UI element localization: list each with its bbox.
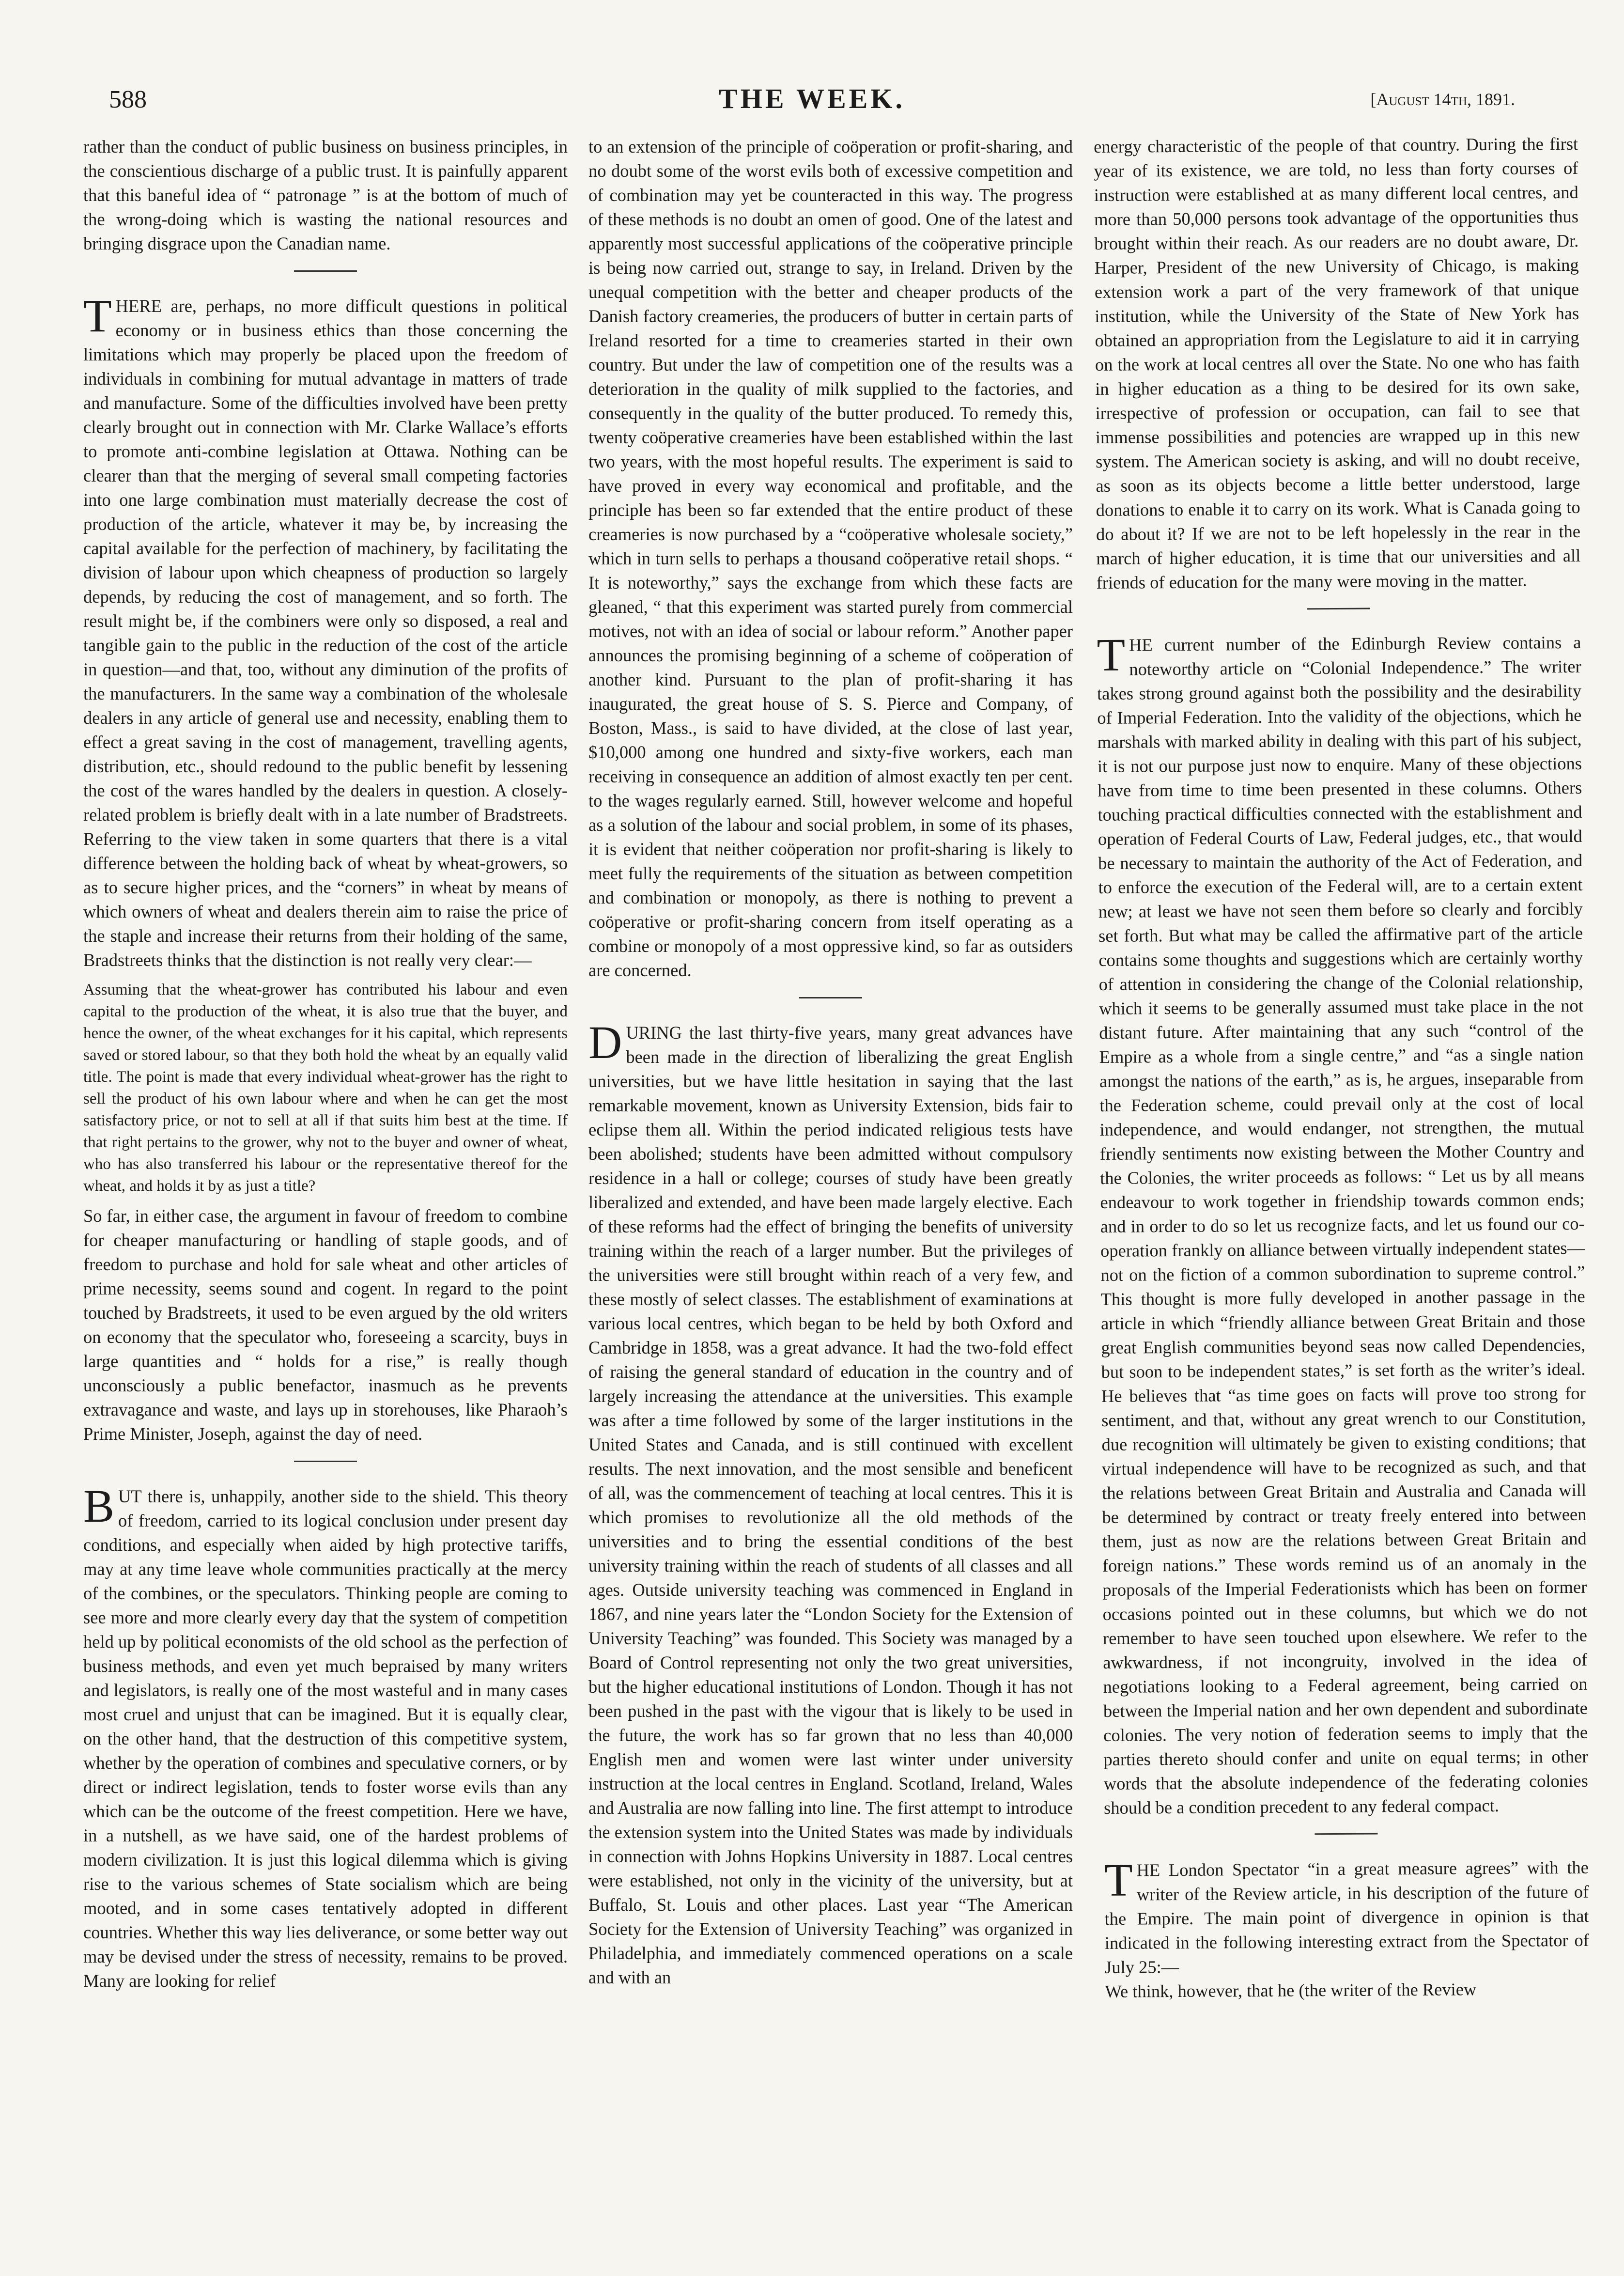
paragraph (83, 1480, 568, 1993)
paragraph (83, 290, 568, 972)
column-3 (1094, 132, 1591, 2257)
paragraph: We think, however, that he (the writer of the Review (1105, 1979, 1477, 2001)
drop-cap: B (83, 1480, 115, 1532)
drop-cap: T (83, 290, 112, 342)
paragraph-text: URING the last thirty-five years, many great advances have been made in the direction of liberalizing the great English universities, but we have little hesitation in saying that the last remarkable movement, known as University Extension, bids fair to eclipse them all. Within the period indicated religious tests have been abolished; students have been admitted without compulsory residence in a hall or college; courses of study have been greatly liberalized and extended, and have been made largely elective. Each of these reforms had the effect of bringing the benefits of university training within the reach of a larger number. But the privileges of the universities were still brought within reach of a very few, and these mostly of select classes. The establishment of examinations at various local centres, which began to be held by both Oxford and Cambridge in 1858, was a great advance. It had the two-fold effect of raising the general standard of education in the country and of largely increasing the attendance at the universities. This example was after a time followed by some of the larger institutions in the United States and Canada, and is still continued with excellent results. The next innovation, and the most sensible and beneficent of all, was the commencement of teaching at local centres. This it is which promises to revolutionize all the old methods of the universities and to bring the essential conditions of the best university training within the reach of students of all classes and all ages. Outside university teaching was commenced in England in 1867, and nine years later the “London Society for the Extension of University Teaching” was founded. This Society was managed by a Board of Control representing not only the two great universities, but the higher educational institutions of London. Though it has not been pushed in the past with the vigour that is likely to be used in the future, the work has so far grown that no less than 40,000 English men and women were last winter under university instruction at the local centres in England. Scotland, Ireland, Wales and Australia are now falling into line. The first attempt to introduce the extension system into the United States was made by individuals in connection with Johns Hopkins University in 1887. Local centres were established, not only in the vicinity of the university, but at Buffalo, St. Louis and other places. Last year “The American Society for the Extension of University Teaching” was organized in Philadelphia, and immediately commenced operations on a scale and with an (588, 1023, 1073, 1987)
paragraph (1097, 630, 1588, 1820)
section-divider (1307, 608, 1370, 610)
paragraph-text: HERE are, perhaps, no more difficult questions in political economy or in business ethics than those concerning the limitations which may properly be placed upon the freedom of individuals in combining for mutual advantage in matters of trade and manufacture. Some of the difficulties involved have been pretty clearly brought out in connection with Mr. Clarke Wallace’s efforts to promote anti-combine legislation at Ottawa. Nothing can be clearer than that the merging of several small competing factories into one large combination must materially decrease the cost of production of the article, whatever it may be, by increasing the capital available for the perfection of machinery, by facilitating the division of labour upon which cheapness of production so largely depends, by reducing the cost of management, and so forth. The result might be, if the combiners were only so disposed, a real and tangible gain to the public in the reduction of the cost of the article in question—and that, too, without any diminution of the profits of the manufacturers. In the same way a combination of the wholesale dealers in any article of general use and necessity, enabling them to effect a great saving in the cost of management, travelling agents, distribution, etc., should redound to the public benefit by lessening the cost of the wares handled by the dealers in question. A closely-related problem is briefly dealt with in a late number of Bradstreets. Referring to the view taken in some quarters that there is a vital difference between the holding back of wheat by wheat-growers, so as to secure higher prices, and the “corners” in wheat by means of which owners of wheat and dealers therein aim to raise the price of the staple and increase their returns from their holding of the same, Bradstreets thinks that the distinction is not really very clear:— (83, 296, 568, 970)
issue-date: [August 14th, 1891. (1370, 90, 1515, 109)
paragraph: rather than the conduct of public business on business principles, in the conscientious discharge of a public trust. It is painfully apparent that this baneful idea of “ patronage ” is at the bottom of much of the wrong-doing which is wasting the national resources and bringing disgrace upon the Canadian name. (83, 137, 568, 253)
drop-cap: T (1104, 1854, 1133, 1906)
section-divider (799, 997, 862, 998)
section-divider (294, 1461, 357, 1462)
section-divider (1315, 1833, 1377, 1835)
drop-cap: T (1097, 628, 1126, 681)
paragraph: to an extension of the principle of coöperation or profit-sharing, and no doubt some of the worst evils both of excessive competition and of combination may yet be counteracted in this way. The progress of these methods is no doubt an omen of good. One of the latest and apparently most successful applications of the coöperative principle is being now carried out, strange to say, in Ireland. Driven by the unequal competition with the better and cheaper products of the Danish factory creameries, the producers of butter in certain parts of Ireland resorted for a time to creameries started in their own country. But under the law of competition one of the results was a deterioration in the quality of milk supplied to the factories, and consequently in the quality of the butter produced. To remedy this, twenty coöperative creameries have been established within the last two years, with the most hopeful results. The experiment is said to have proved in every way economical and profitable, and the principle has been so far extended that the entire product of these creameries is now purchased by a “coöperative wholesale society,” which in turn sells to perhaps a thousand coöperative retail shops. “ It is noteworthy,” says the exchange from which these facts are gleaned, “ that this experiment was started purely from commercial motives, not with an idea of social or labour reform.” Another paper announces the promising beginning of a scheme of coöperation of another kind. Pursuant to the plan of profit-sharing it has inaugurated, the great house of S. S. Pierce and Company, of Boston, Mass., is said to have divided, at the close of last year, $10,000 among one hundred and sixty-five workers, each man receiving in consequence an addition of almost exactly ten per cent. to the wages regularly earned. Still, however welcome and hopeful as a solution of the labour and social problem, in some of its phases, it is evident that neither coöperation nor profit-sharing is likely to meet fully the requirements of the situation as between competition and combination or monopoly, as there is nothing to prevent a coöperative or profit-sharing concern from itself operating as a combine or monopoly of a most oppressive kind, so far as outsiders are concerned. (588, 137, 1073, 980)
paragraph-text: HE current number of the Edinburgh Review contains a noteworthy article on “Colonial Independence.” The writer takes strong ground against both the possibility and the desirability of Imperial Federation. Into the validity of the objections, which he marshals with marked ability in dealing with this part of his subject, it is not our purpose just now to enquire. Many of these objections have from time to time been presented in these columns. Others touching practical difficulties connected with the establishment and operation of Federal Courts of Law, Federal judges, etc., that would be necessary to maintain the authority of the Act of Federation, and to enforce the execution of the Federal will, are to a certain extent new; at least we have not seen them before so clearly and forcibly set forth. But what may be called the affirmative part of the article contains some thoughts and suggestions which are certainly worthy of attention in considering the change of the Colonial relationship, which it seems to be generally assumed must take place in the not distant future. After maintaining that any such “control of the Empire as a whole from a single centre,” and “as a single nation amongst the nations of the earth,” as is, he argues, inseparable from the Federation scheme, could prevail only at the cost of local independence, and would endanger, not strengthen, the mutual friendly sentiments now existing between the Mother Country and the Colonies, the writer proceeds as follows: “ Let us by all means endeavour to work together in friendship towards common ends; and in order to do so let us recognize facts, and let us found our co-operation frankly on alliance between virtually independent states—not on the fiction of a common subordination to supreme control.” This thought is more fully developed in another passage in the article in which “friendly alliance between Great Britain and those great English communities beyond seas now called Dependencies, but soon to be independent states,” is set forth as the writer’s ideal. He believes that “as time goes on facts will prove too strong for sentiment, and that, without any great wrench to our Constitution, due recognition will ultimately be given to existing conditions; that virtual independence will have to be recognized as such, and that the relations between Great Britain and Australia and Canada will be determined by contract or treaty freely entered into between them, just as now are the relations between Great Britain and foreign nations.” These words remind us of an anomaly in the proposals of the Imperial Federationists which has been on former occasions pointed out in these columns, but which we do not remember to have seen touched upon elsewhere. We refer to the awkwardness, if not incongruity, involved in the idea of negotiations looking to a Federal agreement, being carried on between the Imperial nation and her own dependent and subordinate colonies. The very notion of federation seems to imply that the parties thereto should confer and unite on equal terms; in other words that the absolute independence of the federating colonies should be a condition precedent to any federal compact. (1097, 632, 1588, 1818)
page-header (0, 82, 1624, 121)
masthead-title: THE WEEK. (719, 83, 905, 114)
paragraph (1104, 1855, 1590, 1980)
paragraph: energy characteristic of the people of that country. During the first year of its existence, we are told, no less than forty courses of instruction were established at as many different local centres, and more than 50,000 persons took advantage of the opportunities thus brought within their reach. As our readers are no doubt aware, Dr. Harper, President of the new University of Chicago, is making extension work a part of the very framework of that unique institution, while the University of the State of New York has obtained an appropriation from the Legislature to aid it in carrying on the work at local centres all over the State. No one who has faith in higher education as a thing to be desired for its own sake, irrespective of profession or occupation, can fail to see that immense possibilities and potencies are wrapped up in this new system. The American society is asking, and will no doubt receive, as soon as its objects become a little better understood, large donations to enable it to carry on its work. What is Canada going to do about it? If we are not to be left hopelessly in the rear in the march of higher education, it is time that our universities and all friends of education for the many were moving in the matter. (1094, 133, 1581, 592)
paragraph (588, 1016, 1073, 1990)
section-divider (294, 270, 357, 272)
paragraph-text: UT there is, unhappily, another side to the shield. This theory of freedom, carried to its logical conclusion under present day conditions, and especially when aided by high protective tariffs, may at any time leave whole communities practically at the mercy of the combines, or the speculators. Thinking people are coming to see more and more clearly every day that the system of competition held up by political economists of the old school as the perfection of business methods, and even yet much bepraised by many writers and legislators, is really one of the most wasteful and in many cases most cruel and unjust that can be imagined. But it is equally clear, on the other hand, that the destruction of this competitive system, whether by the operation of combines and speculative corners, or by direct or indirect legislation, tends to foster worse evils than any which can be the outcome of the freest competition. Here we have, in a nutshell, as we have said, one of the hardest problems of modern civilization. It is just this logical dilemma which is giving rise to the various schemes of State socialism which are being mooted, and in some cases tentatively adopted in different countries. Whether this way lies deliverance, or some better way out may be devised under the stress of necessity, remains to be proved. Many are looking for relief (83, 1486, 568, 1991)
drop-cap: D (588, 1016, 622, 1068)
paragraph: So far, in either case, the argument in favour of freedom to combine for cheaper manufacturing or handling of staple goods, and of freedom to purchase and hold for sale wheat and other articles of prime necessity, seems sound and cogent. In regard to the point touched by Bradstreets, it used to be even argued by the old writers on economy that the speculator who, foreseeing a scarcity, buys in large quantities and “ holds for a rise,” is really though unconsciously a public benefactor, inasmuch as he prevents extravagance and waste, and lays up in storehouses, like Pharaoh’s Prime Minister, Joseph, against the day of need. (83, 1206, 568, 1444)
page-number: 588 (109, 86, 147, 113)
column-2 (588, 135, 1073, 2257)
paragraph-text: HE London Spectator “in a great measure agrees” with the writer of the Review article, in his description of the future of the Empire. The main point of divergence in opinion is that indicated in the following interesting extract from the Spectator of July 25:— (1104, 1857, 1589, 1977)
block-quote: Assuming that the wheat-grower has contributed his labour and even capital to the production of the wheat, it is also true that the buyer, and hence the owner, of the wheat exchanges for it his capital, which represents saved or stored labour, so that they both hold the wheat by an equally valid title. The point is made that every individual wheat-grower has the right to sell the product of his own labour where and when he can get the most satisfactory price, or not to sell at all if that suits him best at the time. If that right pertains to the grower, why not to the buyer and owner of wheat, who has also transferred his labour or the representative thereof for the wheat, and holds it by as just a title? (83, 981, 568, 1195)
column-1 (83, 135, 568, 2257)
